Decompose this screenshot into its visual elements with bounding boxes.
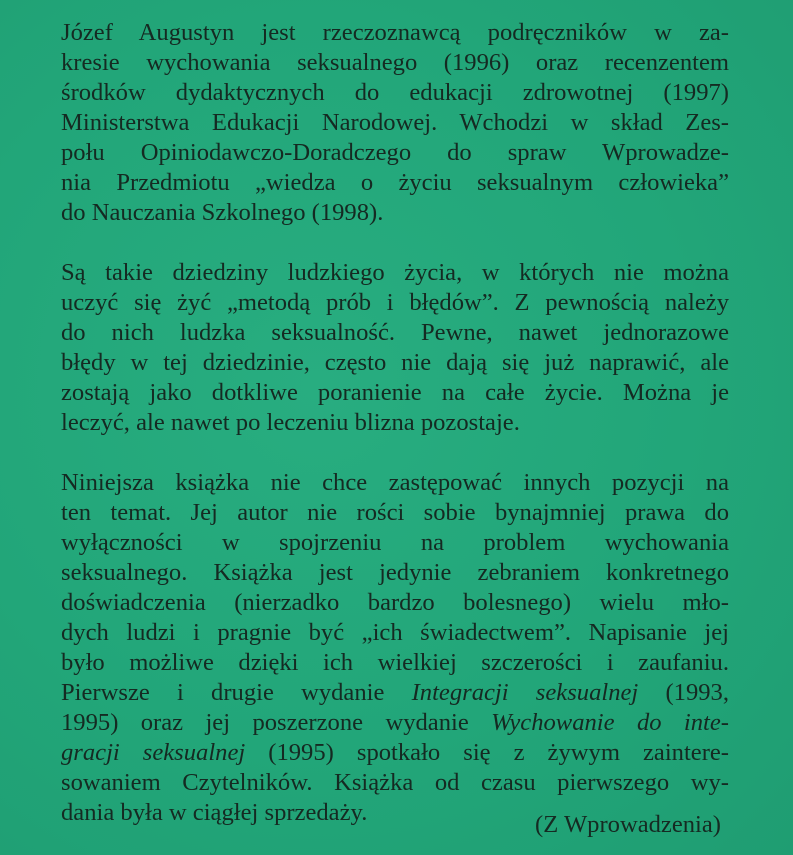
text-line: Ministerstwa Edukacji Narodowej. Wchodzi w skład Zes- xyxy=(61,109,729,136)
text-line: Niniejsza książka nie chce zastępować innych pozycji na xyxy=(61,469,729,496)
text-line: seksualnego. Książka jest jedynie zebraniem konkretnego xyxy=(61,559,729,586)
book-title-italic: gracji seksualnej xyxy=(61,739,246,766)
paragraph-book-description xyxy=(61,468,729,828)
cover-text xyxy=(61,18,729,828)
text-line xyxy=(61,708,729,738)
text-segment: (1995) spotkało się z żywym zaintere- xyxy=(245,739,729,766)
text-line: Są takie dziedziny ludzkiego życia, w których nie można xyxy=(61,259,729,286)
text-line: połu Opiniodawczo-Doradczego do spraw Wprowadze- xyxy=(61,139,729,166)
text-line: zostają jako dotkliwe poranienie na całe życie. Można je xyxy=(61,379,729,406)
text-line: dych ludzi i pragnie być „ich świadectwem”. Napisanie jej xyxy=(61,619,729,646)
paragraph-topic xyxy=(61,258,729,438)
text-segment: (1993, xyxy=(638,679,729,706)
source-attribution: (Z Wprowadzenia) xyxy=(535,811,721,838)
text-segment: Pierwsze i drugie wydanie xyxy=(61,679,412,706)
text-line: uczyć się żyć „metodą prób i błędów”. Z pewnością należy xyxy=(61,289,729,316)
text-line: błędy w tej dziedzinie, często nie dają się już naprawić, ale xyxy=(61,349,729,376)
text-line: dania była w ciągłej sprzedaży. xyxy=(61,799,368,826)
text-line: doświadczenia (nierzadko bardzo bolesnego) wielu mło- xyxy=(61,589,729,616)
text-line: kresie wychowania seksualnego (1996) oraz recenzentem xyxy=(61,49,729,76)
text-line: było możliwe dzięki ich wielkiej szczerości i zaufaniu. xyxy=(61,649,729,676)
text-line xyxy=(61,738,729,768)
text-line: do Nauczania Szkolnego (1998). xyxy=(61,199,384,226)
text-line: środków dydaktycznych do edukacji zdrowotnej (1997) xyxy=(61,79,729,106)
text-line: Józef Augustyn jest rzeczoznawcą podręczników w za- xyxy=(61,19,729,46)
book-title-italic: Integracji seksualnej xyxy=(411,679,639,706)
text-line: nia Przedmiotu „wiedza o życiu seksualnym człowieka” xyxy=(61,169,729,196)
paragraph-author-bio xyxy=(61,18,729,228)
text-line: ten temat. Jej autor nie rości sobie bynajmniej prawa do xyxy=(61,499,729,526)
text-line: leczyć, ale nawet po leczeniu blizna pozostaje. xyxy=(61,409,520,436)
book-title-italic: Wychowanie do inte- xyxy=(491,709,729,736)
text-line xyxy=(61,678,729,708)
text-segment: 1995) oraz jej poszerzone wydanie xyxy=(61,709,492,736)
text-line: sowaniem Czytelników. Książka od czasu pierwszego wy- xyxy=(61,769,729,796)
text-line: wyłączności w spojrzeniu na problem wychowania xyxy=(61,529,729,556)
text-line: do nich ludzka seksualność. Pewne, nawet jednorazowe xyxy=(61,319,729,346)
